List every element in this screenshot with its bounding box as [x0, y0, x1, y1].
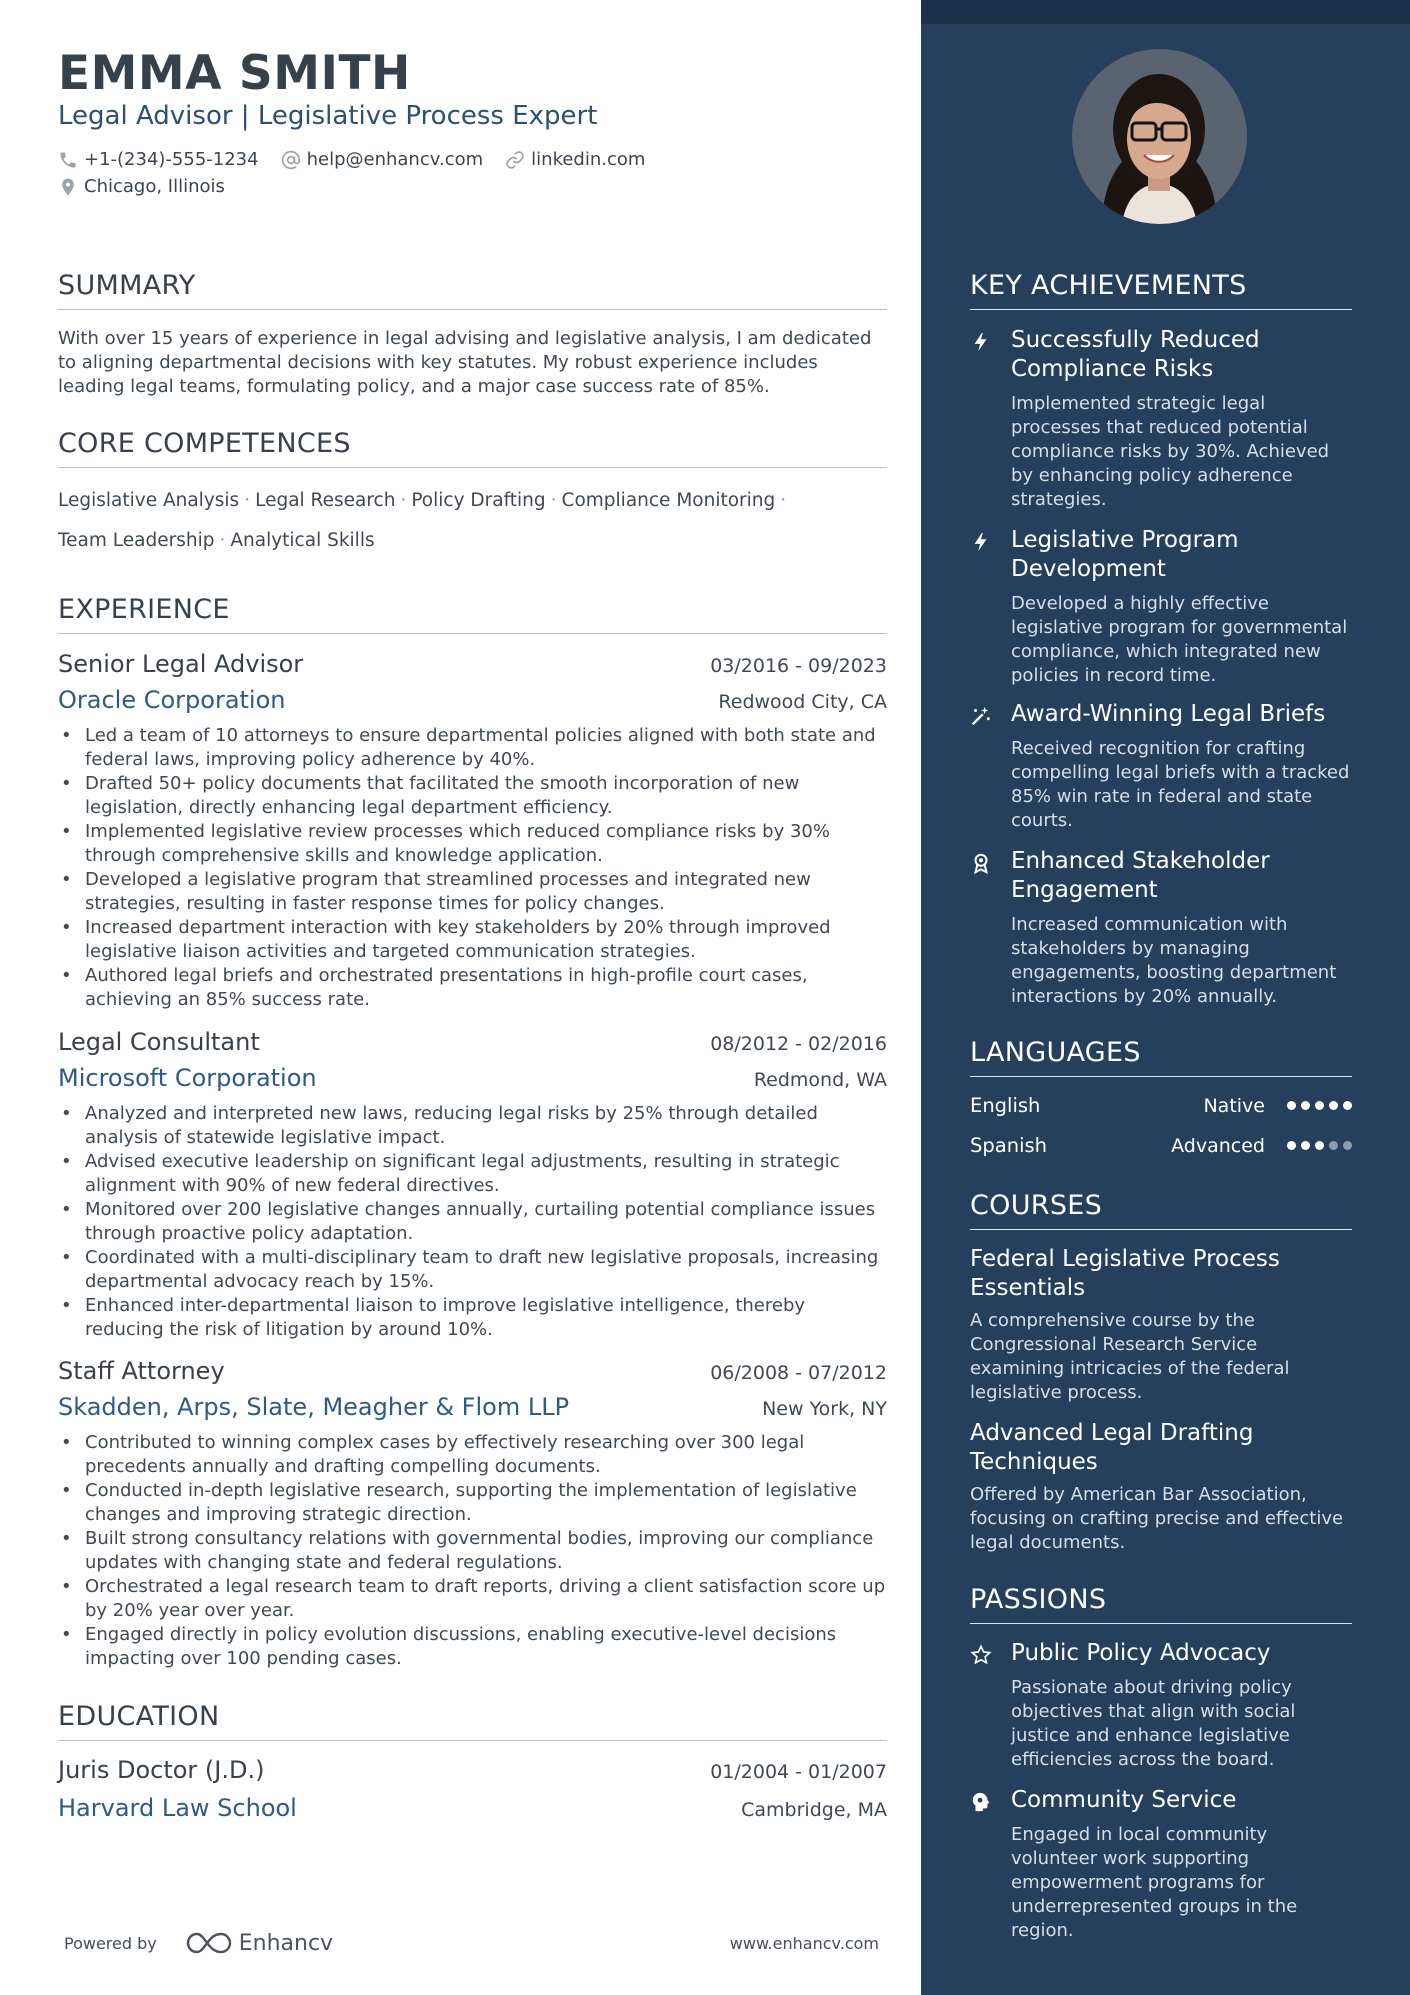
language-name: Spanish — [970, 1134, 1048, 1157]
job-company: Microsoft Corporation — [58, 1064, 317, 1092]
job-location: New York, NY — [762, 1398, 887, 1420]
rating-dot-filled — [1343, 1101, 1352, 1110]
achievement-title: Award-Winning Legal Briefs — [1011, 701, 1326, 727]
separator-dot: · — [244, 490, 251, 511]
summary-heading: SUMMARY — [58, 270, 887, 310]
passion-desc: Engaged in local community volunteer work supporting empowerment programs for underrepresented groups in the region. — [1011, 1824, 1298, 1941]
school: Harvard Law School — [58, 1794, 297, 1822]
job-company: Skadden, Arps, Slate, Meagher & Flom LLP — [58, 1393, 570, 1421]
competence-item: Team Leadership — [58, 530, 215, 551]
achievement-title: Successfully Reduced Compliance Risks — [1011, 327, 1260, 382]
achievement-desc: Increased communication with stakeholders by managing engagements, boosting department interactions by 20% annually. — [1011, 914, 1337, 1007]
separator-dot: · — [219, 530, 226, 551]
competence-item: Compliance Monitoring — [561, 490, 776, 511]
rating-dot-filled — [1287, 1101, 1296, 1110]
enhancv-logo-icon — [185, 1930, 233, 1956]
education-heading: EDUCATION — [58, 1701, 887, 1741]
job-dates: 03/2016 - 09/2023 — [710, 655, 887, 677]
job-location: Redwood City, CA — [718, 691, 887, 713]
language-name: English — [970, 1094, 1041, 1117]
achievement-item — [970, 326, 1352, 512]
linkedin-text: linkedin.com — [531, 149, 646, 170]
bullet-item: • Orchestrated a legal research team to draft reports, driving a client satisfaction score up by 20% year over year. — [58, 1575, 887, 1623]
separator-dot: · — [780, 490, 787, 511]
achievement-item — [970, 700, 1352, 833]
bullet-item: • Increased department interaction with key stakeholders by 20% through improved legislative liaison activities and targeted communication strategies. — [58, 916, 887, 964]
rating-dot-filled — [1329, 1101, 1338, 1110]
brand-name: Enhancv — [238, 1930, 334, 1956]
email-text: help@enhancv.com — [306, 149, 484, 170]
competences-heading: CORE COMPETENCES — [58, 428, 887, 468]
bullet-item: • Implemented legislative review processes which reduced compliance risks by 30% through comprehensive skills and knowledge application. — [58, 820, 887, 868]
rating-dot-empty — [1329, 1141, 1338, 1150]
summary-text: With over 15 years of experience in legal advising and legislative analysis, I am dedicated to aligning departmental decisions with key statutes. My robust experience includes leading legal teams, formulating policy, and a major case success rate of 85%. — [58, 328, 872, 397]
job-entry — [58, 1028, 887, 1342]
bullet-item: • Monitored over 200 legislative changes annually, curtailing potential compliance issues through proactive policy adaptation. — [58, 1198, 887, 1246]
job-bullets — [58, 724, 887, 1012]
bullet-item: • Developed a legislative program that streamlined processes and integrated new strategies, resulting in faster response times for policy changes. — [58, 868, 887, 916]
contact-linkedin[interactable] — [505, 149, 645, 170]
bullet-item: • Led a team of 10 attorneys to ensure departmental policies aligned with both state and federal laws, improving policy adherence by 40%. — [58, 724, 887, 772]
passions-heading: PASSIONS — [970, 1584, 1352, 1624]
award-ribbon-icon — [970, 852, 992, 874]
avatar-illustration — [1072, 49, 1247, 224]
rating-dot-filled — [1301, 1101, 1310, 1110]
contact-phone[interactable] — [58, 149, 259, 170]
competence-item: Legal Research — [255, 490, 396, 511]
location-text: Chicago, Illinois — [84, 176, 225, 197]
bullet-item: • Enhanced inter-departmental liaison to improve legislative intelligence, thereby reducing the risk of litigation by around 10%. — [58, 1294, 887, 1342]
bullet-item: • Engaged directly in policy evolution discussions, enabling executive-level decisions impacting over 100 pending cases. — [58, 1623, 887, 1671]
job-entry — [58, 650, 887, 1012]
contact-row — [58, 149, 645, 170]
language-level: Native — [1203, 1094, 1265, 1117]
job-role: Staff Attorney — [58, 1357, 225, 1385]
separator-dot: · — [400, 490, 407, 511]
achievement-title: Legislative Program Development — [1011, 527, 1239, 582]
passion-title: Community Service — [1011, 1787, 1237, 1813]
candidate-title: Legal Advisor | Legislative Process Expert — [58, 101, 598, 131]
competence-item: Analytical Skills — [230, 530, 375, 551]
profile-photo — [1072, 49, 1247, 224]
course-item — [970, 1419, 1352, 1555]
contact-location — [58, 176, 225, 197]
at-sign-icon — [281, 150, 301, 170]
passion-item — [970, 1639, 1352, 1772]
rating-dot-filled — [1301, 1141, 1310, 1150]
candidate-name: EMMA SMITH — [58, 46, 411, 101]
languages-heading: LANGUAGES — [970, 1037, 1352, 1077]
rating-dot-filled — [1315, 1101, 1324, 1110]
star-icon — [970, 1644, 992, 1666]
separator-dot: · — [550, 490, 557, 511]
competence-item: Policy Drafting — [411, 490, 546, 511]
education-dates: 01/2004 - 01/2007 — [710, 1761, 887, 1783]
phone-icon — [58, 150, 78, 170]
education-entry — [58, 1756, 887, 1822]
language-rating — [1287, 1141, 1352, 1150]
course-title: Federal Legislative Process Essentials — [970, 1246, 1280, 1301]
course-title: Advanced Legal Drafting Techniques — [970, 1420, 1254, 1475]
bullet-item: • Analyzed and interpreted new laws, reducing legal risks by 25% through detailed analysis of statewide legislative impact. — [58, 1102, 887, 1150]
education-location: Cambridge, MA — [741, 1799, 887, 1821]
experience-heading: EXPERIENCE — [58, 594, 887, 634]
bullet-item: • Drafted 50+ policy documents that facilitated the smooth incorporation of new legislation, directly enhancing legal department efficiency. — [58, 772, 887, 820]
achievements-heading: KEY ACHIEVEMENTS — [970, 270, 1352, 310]
job-dates: 06/2008 - 07/2012 — [710, 1362, 887, 1384]
job-location: Redmond, WA — [753, 1069, 887, 1091]
location-pin-icon — [58, 177, 78, 197]
contact-email[interactable] — [281, 149, 484, 170]
achievement-desc: Developed a highly effective legislative program for governmental compliance, which integrated new policies in record time. — [1011, 593, 1348, 686]
job-bullets — [58, 1102, 887, 1342]
course-desc: Offered by American Bar Association, focusing on crafting precise and effective legal documents. — [970, 1484, 1344, 1553]
bolt-icon — [970, 531, 992, 553]
job-company: Oracle Corporation — [58, 686, 286, 714]
course-item — [970, 1245, 1352, 1405]
degree: Juris Doctor (J.D.) — [58, 1756, 265, 1784]
bullet-item: • Contributed to winning complex cases by effectively researching over 300 legal precedents annually and drafting compelling documents. — [58, 1431, 887, 1479]
achievement-desc: Received recognition for crafting compelling legal briefs with a tracked 85% win rate in federal and state courts. — [1011, 738, 1350, 831]
achievement-item — [970, 526, 1352, 688]
bolt-icon — [970, 331, 992, 353]
job-dates: 08/2012 - 02/2016 — [710, 1033, 887, 1055]
link-icon — [505, 150, 525, 170]
bullet-item: • Advised executive leadership on significant legal adjustments, resulting in strategic alignment with 90% of new federal directives. — [58, 1150, 887, 1198]
rating-dot-filled — [1287, 1141, 1296, 1150]
achievement-desc: Implemented strategic legal processes that reduced potential compliance risks by 30%. Achieved by enhancing policy adherence strategies. — [1011, 393, 1330, 510]
language-level: Advanced — [1171, 1134, 1265, 1157]
job-bullets — [58, 1431, 887, 1671]
footer-website[interactable]: www.enhancv.com — [729, 1933, 879, 1953]
powered-by-label: Powered by — [64, 1933, 157, 1953]
job-role: Legal Consultant — [58, 1028, 260, 1056]
brand-logo[interactable] — [185, 1930, 333, 1956]
bullet-item: • Built strong consultancy relations with governmental bodies, improving our compliance updates with changing state and federal regulations. — [58, 1527, 887, 1575]
rating-dot-filled — [1315, 1141, 1324, 1150]
rating-dot-empty — [1343, 1141, 1352, 1150]
language-row — [970, 1134, 1352, 1157]
passion-item — [970, 1786, 1352, 1943]
bullet-item: • Coordinated with a multi-disciplinary team to draft new legislative proposals, increasing departmental advocacy reach by 15%. — [58, 1246, 887, 1294]
magic-wand-icon — [970, 705, 992, 727]
language-row — [970, 1094, 1352, 1117]
passion-desc: Passionate about driving policy objectives that align with social justice and enhance legislative efficiencies across the board. — [1011, 1677, 1296, 1770]
achievement-item — [970, 847, 1352, 1009]
job-role: Senior Legal Advisor — [58, 650, 304, 678]
passion-title: Public Policy Advocacy — [1011, 1640, 1271, 1666]
bullet-item: • Authored legal briefs and orchestrated presentations in high-profile court cases, achieving an 85% success rate. — [58, 964, 887, 1012]
competences-list — [58, 481, 887, 561]
sidebar-top-bar — [921, 0, 1410, 24]
courses-heading: COURSES — [970, 1190, 1352, 1230]
course-desc: A comprehensive course by the Congressional Research Service examining intricacies of the federal legislative process. — [970, 1310, 1290, 1403]
bullet-item: • Conducted in-depth legislative research, supporting the implementation of legislative changes and improving strategic direction. — [58, 1479, 887, 1527]
language-rating — [1287, 1101, 1352, 1110]
footer — [64, 1930, 879, 1956]
job-entry — [58, 1357, 887, 1671]
location-row — [58, 176, 225, 197]
head-gear-icon — [970, 1791, 992, 1813]
phone-text: +1-(234)-555-1234 — [84, 149, 259, 170]
competence-item: Legislative Analysis — [58, 490, 240, 511]
achievement-title: Enhanced Stakeholder Engagement — [1011, 848, 1270, 903]
